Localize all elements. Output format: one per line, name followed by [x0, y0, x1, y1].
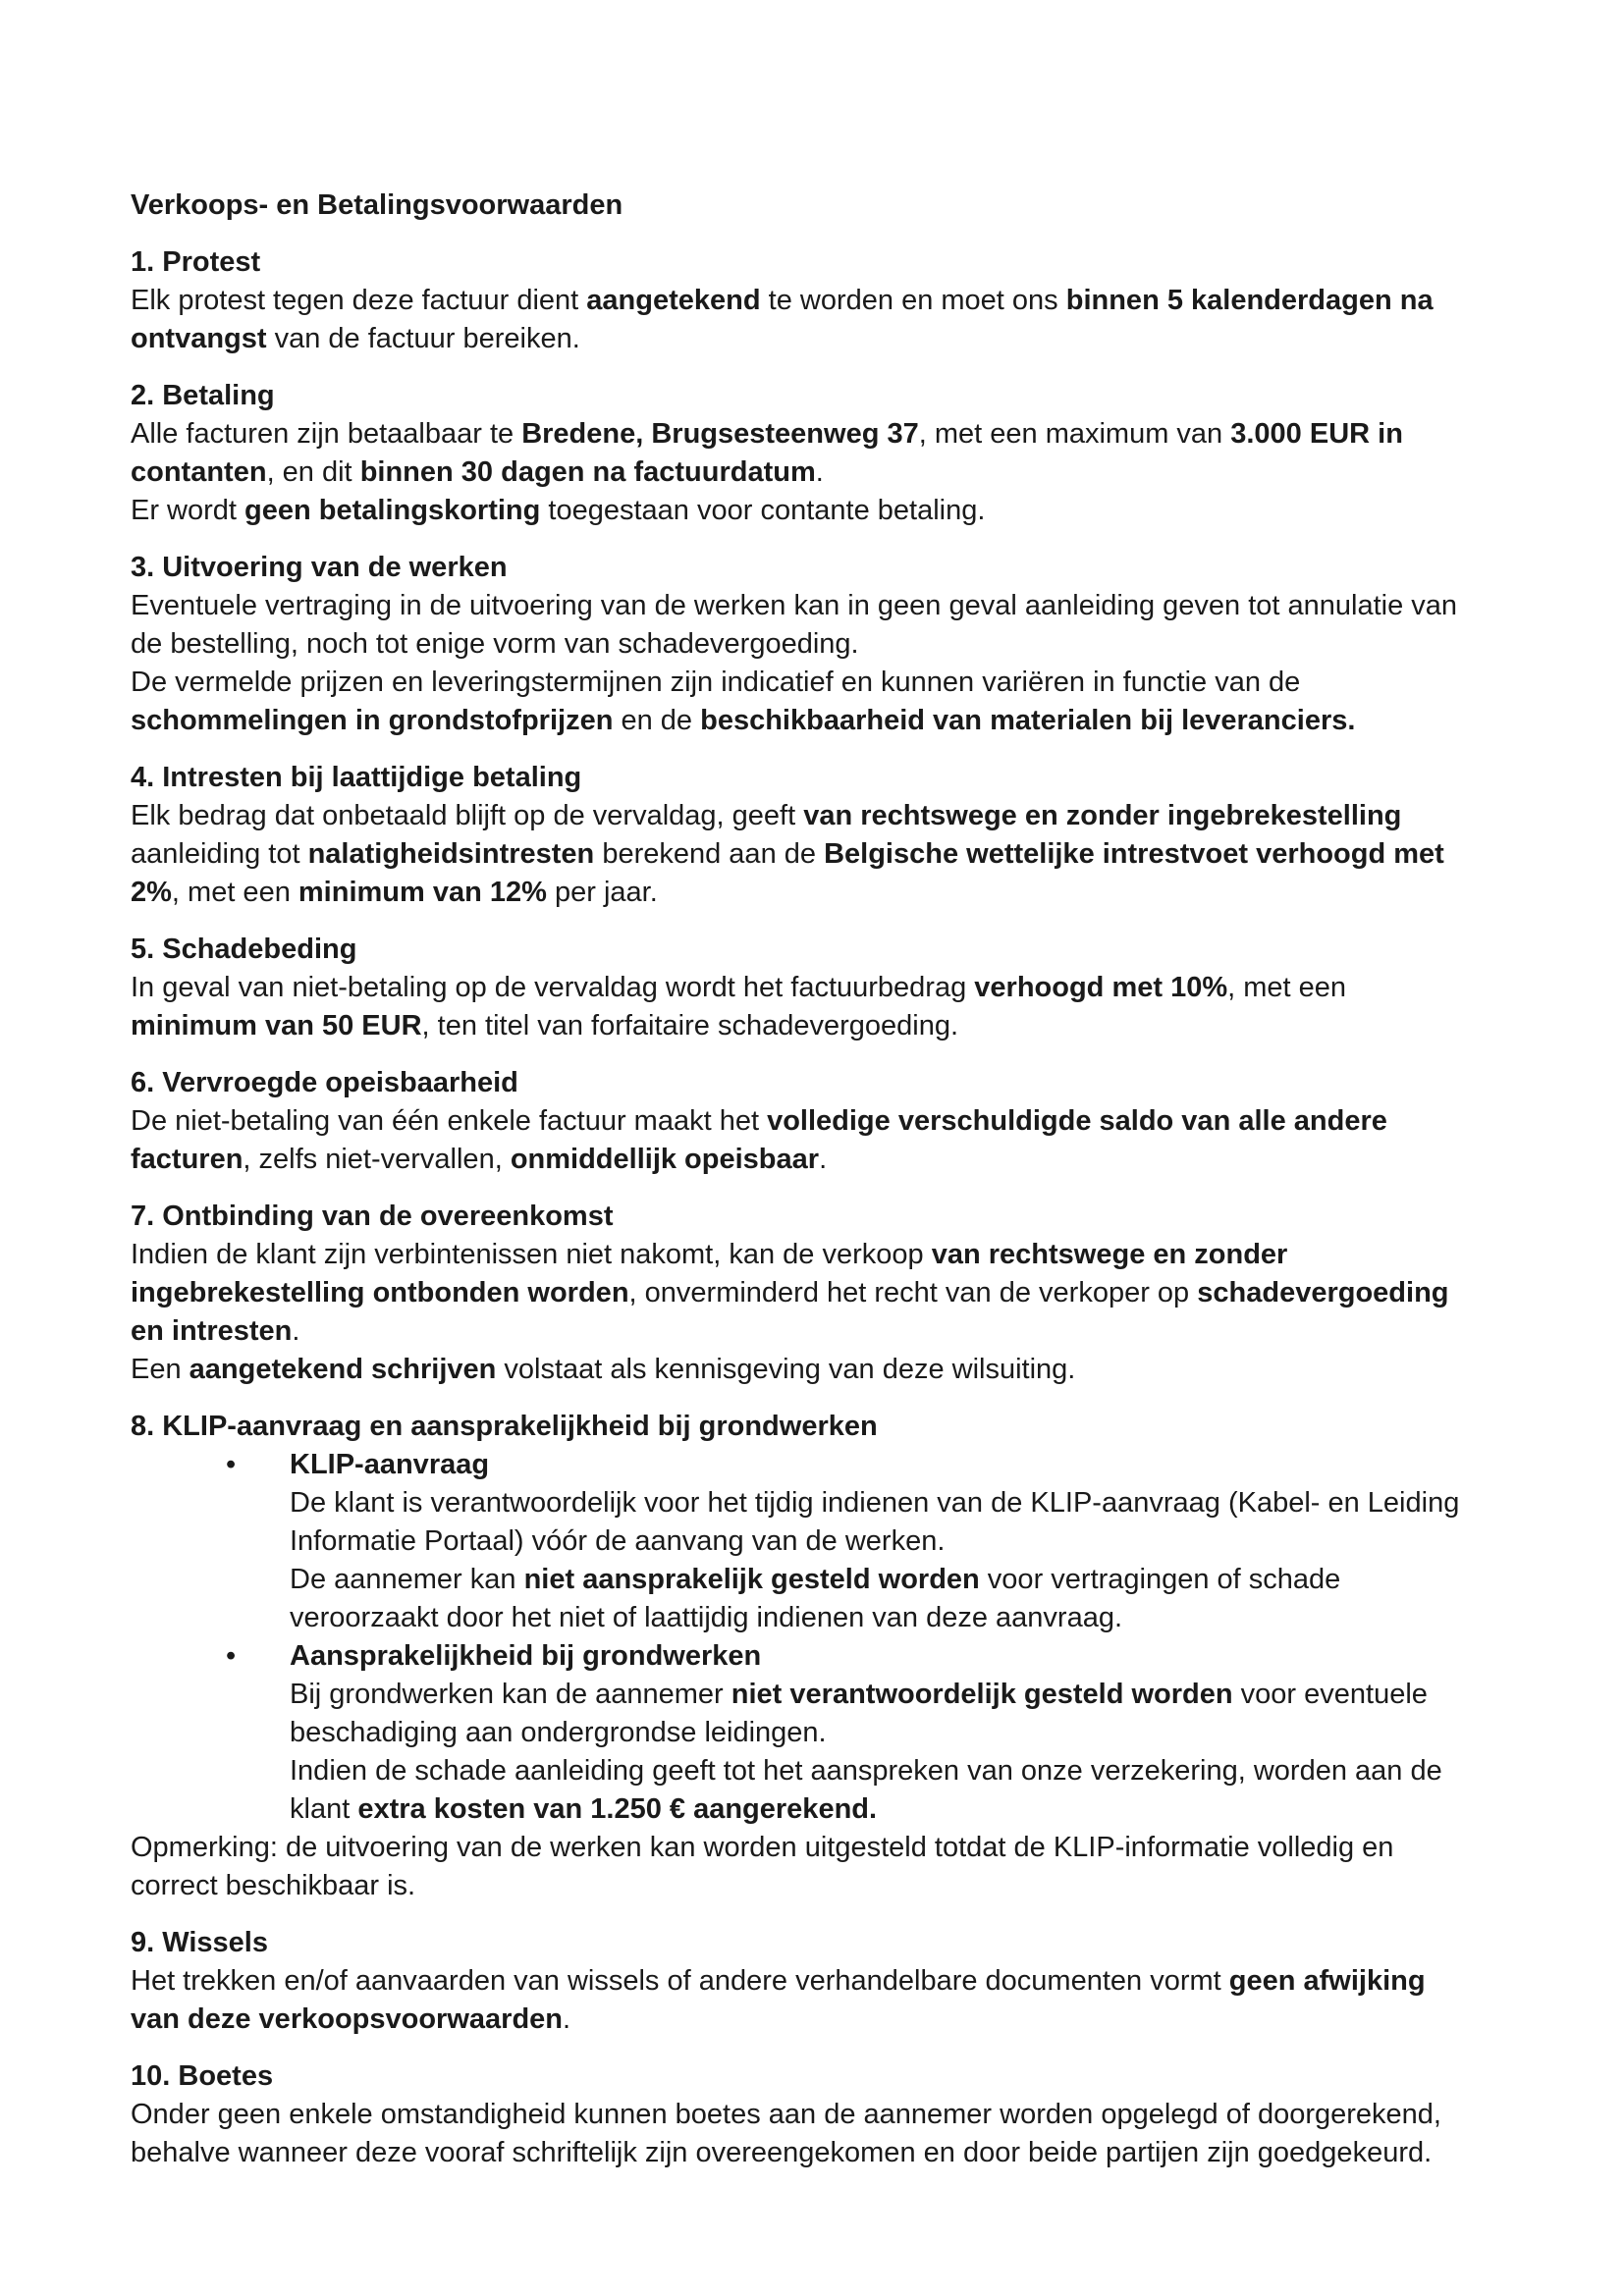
section-heading: 9. Wissels [131, 1927, 268, 1958]
text-run: Opmerking: de uitvoering van de werken kan worden uitgesteld totdat de KLIP-informatie volledig en correct beschikbaar is. [131, 1832, 1394, 1901]
bold-text-run: beschikbaarheid van materialen bij leveranciers. [700, 705, 1356, 736]
section-heading: 6. Vervroegde opeisbaarheid [131, 1067, 518, 1098]
text-run: , met een maximum van [918, 418, 1231, 450]
text-run: , zelfs niet-vervallen, [243, 1144, 511, 1175]
bullet-paragraph [290, 1484, 1469, 1561]
bold-text-run: aangetekend schrijven [189, 1354, 497, 1385]
text-run: te worden en moet ons [760, 285, 1066, 316]
section-heading: 4. Intresten bij laattijdige betaling [131, 762, 582, 793]
text-run: De klant is verantwoordelijk voor het tijdig indienen van de KLIP-aanvraag (Kabel- en Leiding Informatie Portaal) vóór de aanvang van de werken. [290, 1487, 1460, 1557]
text-run: Eventuele vertraging in de uitvoering van de werken kan in geen geval aanleiding geven tot annulatie van de bestelling, noch tot enige vorm van schadevergoeding. [131, 590, 1458, 660]
text-run: per jaar. [546, 877, 658, 908]
text-run: van de factuur bereiken. [266, 323, 580, 354]
text-run: en de [613, 705, 701, 736]
section-heading: 2. Betaling [131, 380, 275, 411]
paragraph [131, 664, 1469, 740]
bullet-icon: • [226, 1449, 237, 1480]
text-run: Indien de schade aanleiding geeft tot het aanspreken van onze verzekering, worden aan de klant [290, 1755, 1442, 1825]
bold-text-run: extra kosten van 1.250 € aangerekend. [357, 1793, 878, 1825]
text-run: De aannemer kan [290, 1564, 524, 1595]
paragraph [131, 587, 1469, 664]
bold-text-run: binnen 30 dagen na factuurdatum [359, 456, 816, 488]
section-heading: 8. KLIP-aanvraag en aansprakelijkheid bij grondwerken [131, 1411, 878, 1442]
bullet-title: KLIP-aanvraag [290, 1449, 490, 1480]
text-run: berekend aan de [594, 838, 825, 870]
text-run: Onder geen enkele omstandigheid kunnen boetes aan de aannemer worden opgelegd of doorgerekend, behalve wanneer deze vooraf schriftelijk zijn overeengekomen en door beide partijen zijn goedgekeurd. [131, 2099, 1441, 2168]
section [131, 931, 1469, 1045]
text-run: , onverminderd het recht van de verkoper op [628, 1277, 1198, 1308]
section [131, 377, 1469, 530]
bold-text-run: minimum van 50 EUR [131, 1010, 422, 1041]
bold-text-run: niet verantwoordelijk gesteld worden [731, 1679, 1233, 1710]
text-run: Elk protest tegen deze factuur dient [131, 285, 587, 316]
bold-text-run: 3.000 EUR in contanten [131, 418, 1403, 488]
text-run: De niet-betaling van één enkele factuur maakt het [131, 1105, 768, 1137]
text-run: Er wordt [131, 495, 245, 526]
bullet-item [131, 1637, 1469, 1829]
section-heading: 10. Boetes [131, 2060, 274, 2092]
text-run: voor vertragingen of schade veroorzaakt door het niet of laattijdig indienen van deze aanvraag. [290, 1564, 1341, 1633]
document-title: Verkoops- en Betalingsvoorwaarden [131, 189, 623, 221]
paragraph [131, 1351, 1469, 1389]
document-sections [131, 243, 1469, 2172]
paragraph [131, 1102, 1469, 1179]
paragraph [131, 492, 1469, 530]
paragraph [131, 415, 1469, 492]
text-run: . [819, 1144, 828, 1175]
text-run: . [563, 2003, 571, 2035]
bold-text-run: niet aansprakelijk gesteld worden [523, 1564, 980, 1595]
paragraph [131, 1962, 1469, 2039]
text-run: , met een [1227, 972, 1347, 1003]
section [131, 2057, 1469, 2172]
bold-text-run: minimum van 12% [298, 877, 547, 908]
text-run: , en dit [266, 456, 360, 488]
section-heading: 3. Uitvoering van de werken [131, 552, 508, 583]
bold-text-run: aangetekend [586, 285, 761, 316]
text-run: . [815, 456, 824, 488]
section [131, 243, 1469, 358]
section [131, 1408, 1469, 1905]
bold-text-run: binnen 5 kalenderdagen na ontvangst [131, 285, 1434, 354]
bullet-paragraph [290, 1752, 1469, 1829]
bold-text-run: geen afwijking van deze verkoopsvoorwaarden [131, 1965, 1426, 2035]
text-run: In geval van niet-betaling op de vervaldag wordt het factuurbedrag [131, 972, 975, 1003]
bold-text-run: Belgische wettelijke intrestvoet verhoogd met 2% [131, 838, 1444, 908]
text-run: volstaat als kennisgeving van deze wilsuiting. [496, 1354, 1076, 1385]
text-run: , ten titel van forfaitaire schadevergoeding. [421, 1010, 959, 1041]
text-run: Elk bedrag dat onbetaald blijft op de vervaldag, geeft [131, 800, 804, 831]
bullet-icon: • [226, 1640, 237, 1672]
paragraph [131, 969, 1469, 1045]
paragraph [131, 282, 1469, 358]
text-run: aanleiding tot [131, 838, 308, 870]
bullet-title: Aansprakelijkheid bij grondwerken [290, 1640, 762, 1672]
bullet-body [290, 1637, 1469, 1829]
paragraph [131, 797, 1469, 912]
text-run: De vermelde prijzen en leveringstermijnen zijn indicatief en kunnen variëren in functie van de [131, 667, 1301, 698]
text-run: . [292, 1315, 300, 1347]
bold-text-run: volledige verschuldigde saldo van alle andere facturen [131, 1105, 1387, 1175]
bullet-body [290, 1446, 1469, 1637]
text-run: , met een [171, 877, 298, 908]
bold-text-run: Bredene, Brugsesteenweg 37 [521, 418, 919, 450]
paragraph [131, 2096, 1469, 2172]
section-heading: 1. Protest [131, 246, 261, 278]
bold-text-run: schadevergoeding en intresten [131, 1277, 1449, 1347]
bullet-paragraph [290, 1676, 1469, 1752]
text-run: Het trekken en/of aanvaarden van wissels of andere verhandelbare documenten vormt [131, 1965, 1229, 1997]
paragraph [131, 1236, 1469, 1351]
bold-text-run: nalatigheidsintresten [307, 838, 595, 870]
paragraph [131, 1829, 1469, 1905]
bold-text-run: verhoogd met 10% [974, 972, 1228, 1003]
bold-text-run: geen betalingskorting [244, 495, 541, 526]
bold-text-run: van rechtswege en zonder ingebrekestelling ontbonden worden [131, 1239, 1288, 1308]
text-run: toegestaan voor contante betaling. [540, 495, 986, 526]
section [131, 759, 1469, 912]
text-run: Alle facturen zijn betaalbaar te [131, 418, 522, 450]
text-run: Bij grondwerken kan de aannemer [290, 1679, 731, 1710]
section [131, 1198, 1469, 1389]
section [131, 1064, 1469, 1179]
section-heading: 5. Schadebeding [131, 934, 357, 965]
bullet-paragraph [290, 1561, 1469, 1637]
bold-text-run: schommelingen in grondstofprijzen [131, 705, 614, 736]
section-heading: 7. Ontbinding van de overeenkomst [131, 1201, 614, 1232]
section [131, 1924, 1469, 2039]
text-run: voor eventuele beschadiging aan ondergrondse leidingen. [290, 1679, 1428, 1748]
bullet-item [131, 1446, 1469, 1637]
bold-text-run: van rechtswege en zonder ingebrekestelling [803, 800, 1402, 831]
text-run: Indien de klant zijn verbintenissen niet nakomt, kan de verkoop [131, 1239, 932, 1270]
bold-text-run: onmiddellijk opeisbaar [510, 1144, 820, 1175]
text-run: Een [131, 1354, 189, 1385]
section [131, 549, 1469, 740]
